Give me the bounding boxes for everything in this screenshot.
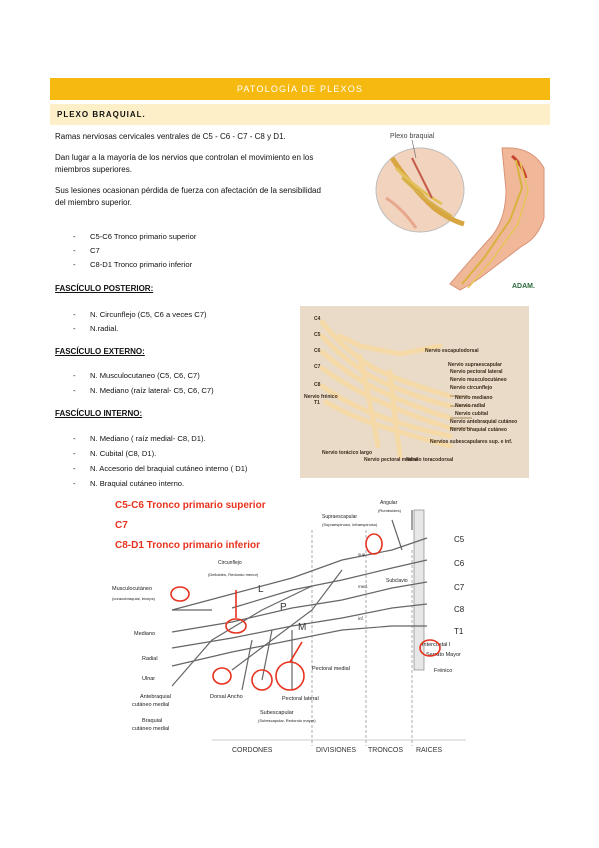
- bottom-label: Pectoral medial: [312, 666, 350, 672]
- top-label: (Deltoides, Redondo menor): [208, 572, 259, 577]
- list-item: - N. Cubital (C8, D1).: [73, 449, 157, 458]
- plexus-anatomy-figure: [372, 128, 547, 296]
- fig2-label: Nervio mediano: [455, 395, 493, 401]
- list-item: - N. Musculocutaneo (C5, C6, C7): [73, 371, 200, 380]
- top-label: Circunflejo: [218, 560, 242, 566]
- adam-logo: ADAM.: [512, 283, 535, 290]
- legend-line: C5-C6 Tronco primario superior: [115, 500, 266, 511]
- fig2-label: Nervio supraescapular: [448, 362, 502, 368]
- list-item: - N. Mediano (raíz lateral- C5, C6, C7): [73, 386, 214, 395]
- column-header: TRONCOS: [368, 747, 403, 754]
- fig2-label: Nervio musculocutáneo: [450, 377, 507, 383]
- trunk-list: [73, 231, 350, 273]
- fig2-label: Nervio escapulodorsal: [425, 348, 479, 354]
- cervical-label: C5: [314, 332, 321, 338]
- left-label: Braquial: [142, 718, 163, 724]
- bottom-label: Dorsal Ancho: [210, 694, 243, 700]
- bottom-label: (Subescapular, Redondo mayor): [258, 718, 316, 723]
- list-item: - C7: [73, 246, 100, 255]
- figure1-label: Plexo braquial: [390, 133, 435, 140]
- plexus-schematic-figure: [300, 306, 529, 478]
- cord-letter: M: [298, 622, 307, 633]
- fig2-label: Nervios subescapulares sup. e inf.: [430, 439, 513, 445]
- top-label: Subclavio: [386, 578, 408, 584]
- trunk-mark: inf.: [358, 616, 365, 621]
- bottom-label: Pectoral lateral: [282, 696, 319, 702]
- bottom-label: Intercostal I: [422, 642, 451, 648]
- fig2-label: Nervio torácico largo: [322, 450, 373, 456]
- top-label: (Romboides): [378, 508, 401, 513]
- cervical-label: C6: [314, 348, 321, 354]
- cervical-label: C8: [314, 382, 321, 388]
- legend-line: C7: [115, 520, 128, 531]
- cord-letter: P: [280, 602, 287, 613]
- fig2-label: Nervio pectoral lateral: [450, 369, 503, 375]
- section-posterior-title: FASCÍCULO POSTERIOR:: [55, 284, 154, 293]
- fig2-label: Nervio radial: [455, 403, 486, 409]
- cervical-label: T1: [314, 400, 320, 406]
- trunk-mark: med.: [358, 584, 369, 589]
- trunk-mark: sup.: [358, 552, 367, 557]
- intro-line: Sus lesiones ocasionan pérdida de fuerza con afectación de la sensibilidad: [55, 186, 321, 195]
- interno-list: [73, 433, 310, 493]
- fig2-label: Nervio frénico: [304, 394, 338, 400]
- fig2-label: Nervio pectoral medial: [364, 457, 418, 463]
- section-title: PLEXO BRAQUIAL.: [57, 110, 146, 119]
- root-label: C8: [454, 605, 465, 614]
- banner-title: PATOLOGÍA DE PLEXOS: [236, 84, 364, 94]
- root-label: T1: [454, 627, 464, 636]
- list-item: - N. Accesorio del braquial cutáneo interno ( D1): [73, 464, 248, 473]
- column-header: RAICES: [416, 747, 443, 754]
- page-banner: [50, 78, 550, 100]
- list-item: - N. Braquial cutáneo interno.: [73, 479, 185, 488]
- left-label: cutáneo medial: [132, 702, 170, 708]
- bottom-label: Subescapular: [260, 710, 294, 716]
- bottom-label: Frénico: [434, 668, 453, 674]
- left-label: Musculocutáneo: [112, 586, 153, 592]
- cord-letter: L: [258, 584, 264, 595]
- left-label: Ulnar: [142, 676, 156, 682]
- fig2-label: Nervio toracodorsal: [406, 457, 454, 463]
- fig2-label: Nervio circunflejo: [450, 385, 493, 391]
- intro-line: Dan lugar a la mayoría de los nervios que controlan el movimiento en los: [55, 153, 314, 162]
- externo-list: [73, 370, 310, 400]
- column-header: CORDONES: [232, 747, 273, 754]
- left-label: Mediano: [134, 631, 156, 637]
- root-label: C6: [454, 559, 465, 568]
- legend-line: C8-D1 Tronco primario inferior: [115, 540, 261, 551]
- list-item: - C5-C6 Tronco primario superior: [73, 232, 197, 241]
- top-label: Supraescapular: [322, 514, 358, 520]
- root-label: C7: [454, 583, 465, 592]
- list-item: - N. Mediano ( raíz medial- C8, D1).: [73, 434, 206, 443]
- intro-line: Ramas nerviosas cervicales ventrales de C5 - C6 - C7 - C8 y D1.: [55, 132, 286, 141]
- section-header: [50, 104, 550, 125]
- list-item: - N. Circunflejo (C5, C6 a veces C7): [73, 310, 207, 319]
- fig2-label: Nervio braquial cutáneo: [450, 427, 507, 433]
- bottom-label: Serrato Mayor: [426, 652, 461, 658]
- column-header: DIVISIONES: [316, 747, 357, 754]
- intro-text: [55, 131, 365, 209]
- root-label: C5: [454, 535, 465, 544]
- intro-line: del miembro superior.: [55, 198, 132, 207]
- fig2-label: Nervio cubital: [455, 411, 489, 417]
- top-label: Angular: [380, 500, 398, 506]
- left-label: Antebraquial: [140, 694, 171, 700]
- list-item: - N.radial.: [73, 324, 119, 333]
- plexus-schematic-diagram: [112, 490, 490, 756]
- list-item: - C8-D1 Tronco primario inferior: [73, 260, 193, 269]
- section-externo-title: FASCÍCULO EXTERNO:: [55, 347, 145, 356]
- top-label: (Supraespinoso, infraespinoso): [322, 522, 378, 527]
- section-interno-title: FASCÍCULO INTERNO:: [55, 409, 143, 418]
- left-label: cutáneo medial: [132, 726, 170, 732]
- posterior-list: [73, 309, 310, 337]
- fig2-label: Nervio antebraquial cutáneo: [450, 419, 518, 425]
- cervical-label: C4: [314, 316, 321, 322]
- left-label: Radial: [142, 656, 158, 662]
- left-label: (coracobraquial, bíceps): [112, 596, 155, 601]
- intro-line: miembros superiores.: [55, 165, 132, 174]
- cervical-label: C7: [314, 364, 321, 370]
